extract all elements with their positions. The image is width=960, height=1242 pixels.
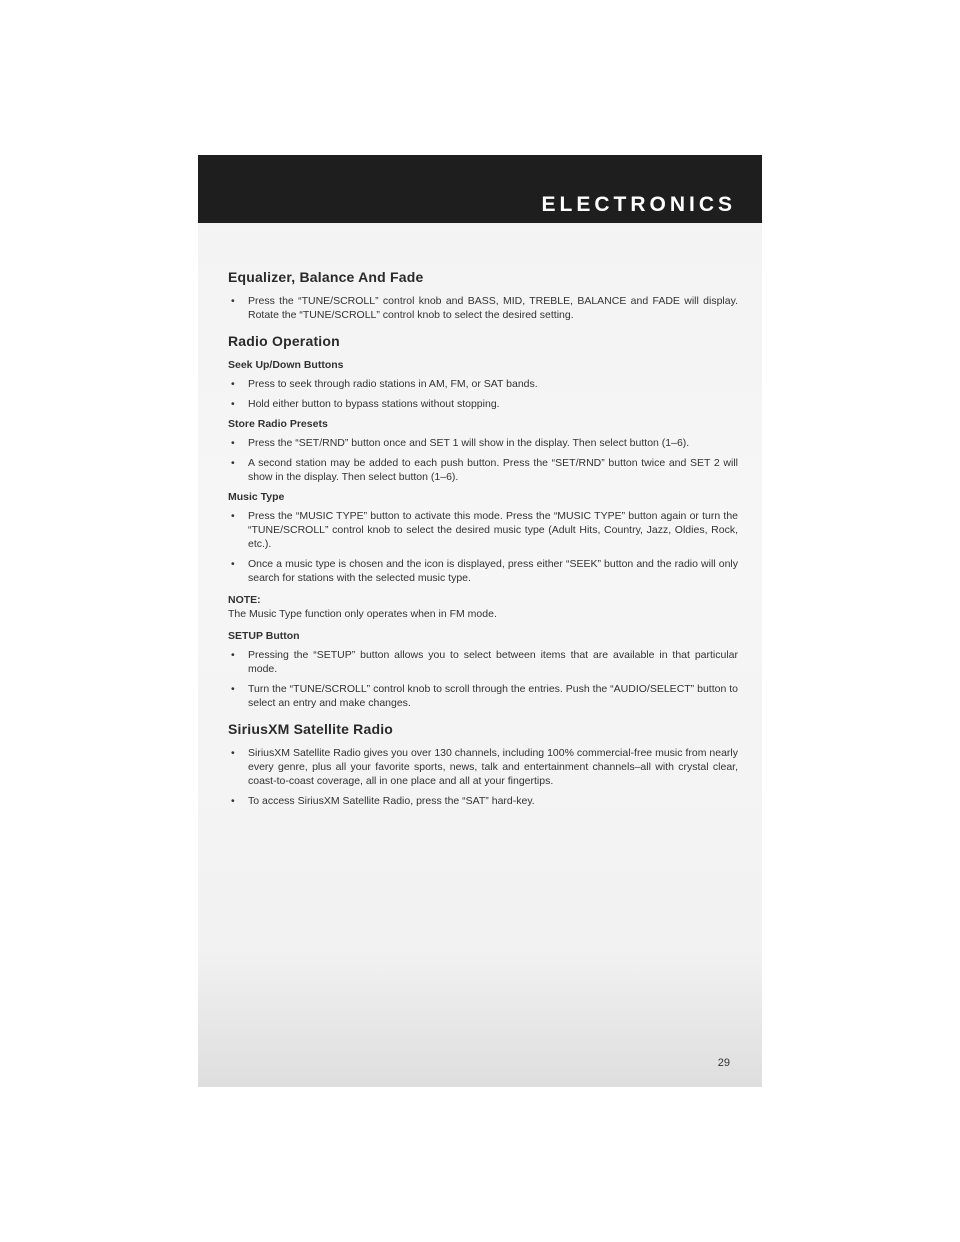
subheading-presets: Store Radio Presets — [228, 418, 328, 430]
list-music-type — [228, 509, 738, 585]
heading-equalizer: Equalizer, Balance And Fade — [228, 269, 424, 285]
note-label: NOTE: — [228, 594, 261, 606]
page-content — [228, 268, 738, 814]
manual-page — [198, 155, 762, 1087]
heading-radio-operation: Radio Operation — [228, 333, 340, 349]
chapter-title: ELECTRONICS — [541, 193, 736, 216]
list-item: • Hold either button to bypass stations without stopping. — [228, 397, 738, 411]
list-equalizer — [228, 294, 738, 322]
subheading-setup: SETUP Button — [228, 630, 300, 642]
subheading-music-type: Music Type — [228, 491, 285, 503]
list-presets — [228, 436, 738, 484]
list-seek — [228, 377, 738, 411]
heading-siriusxm: SiriusXM Satellite Radio — [228, 721, 394, 737]
list-item: • Press to seek through radio stations in AM, FM, or SAT bands. — [228, 377, 738, 391]
header-bar — [198, 155, 762, 223]
list-item: • A second station may be added to each push button. Press the “SET/RND” button twice and SET 2 will show in the display. Then select button (1–6). — [228, 456, 738, 484]
page-number: 29 — [717, 1057, 730, 1069]
list-item: • To access SiriusXM Satellite Radio, press the “SAT” hard-key. — [228, 794, 738, 808]
list-item: • Press the “SET/RND” button once and SET 1 will show in the display. Then select button (1–6). — [228, 436, 738, 450]
list-setup — [228, 648, 738, 710]
list-siriusxm — [228, 746, 738, 808]
list-item: • Turn the “TUNE/SCROLL” control knob to scroll through the entries. Push the “AUDIO/SELECT” button to select an entry and make changes. — [228, 682, 738, 710]
list-item: • Press the “TUNE/SCROLL” control knob and BASS, MID, TREBLE, BALANCE and FADE will display. Rotate the “TUNE/SCROLL” control knob to select the desired setting. — [228, 294, 738, 322]
note-text: The Music Type function only operates when in FM mode. — [228, 608, 497, 620]
list-item: • SiriusXM Satellite Radio gives you over 130 channels, including 100% commercial-free music from nearly every genre, plus all your favorite sports, news, talk and entertainment channels–all with crystal clear, coast-to-coast coverage, all in one place and all at your fingertips. — [228, 746, 738, 788]
list-item: • Once a music type is chosen and the icon is displayed, press either “SEEK” button and the radio will only search for stations with the selected music type. — [228, 557, 738, 585]
list-item: • Pressing the “SETUP” button allows you to select between items that are available in that particular mode. — [228, 648, 738, 676]
list-item: • Press the “MUSIC TYPE” button to activate this mode. Press the “MUSIC TYPE” button again or turn the “TUNE/SCROLL” control knob to select the desired music type (Adult Hits, Country, Jazz, Oldies, Rock, etc.). — [228, 509, 738, 551]
subheading-seek: Seek Up/Down Buttons — [228, 359, 344, 371]
